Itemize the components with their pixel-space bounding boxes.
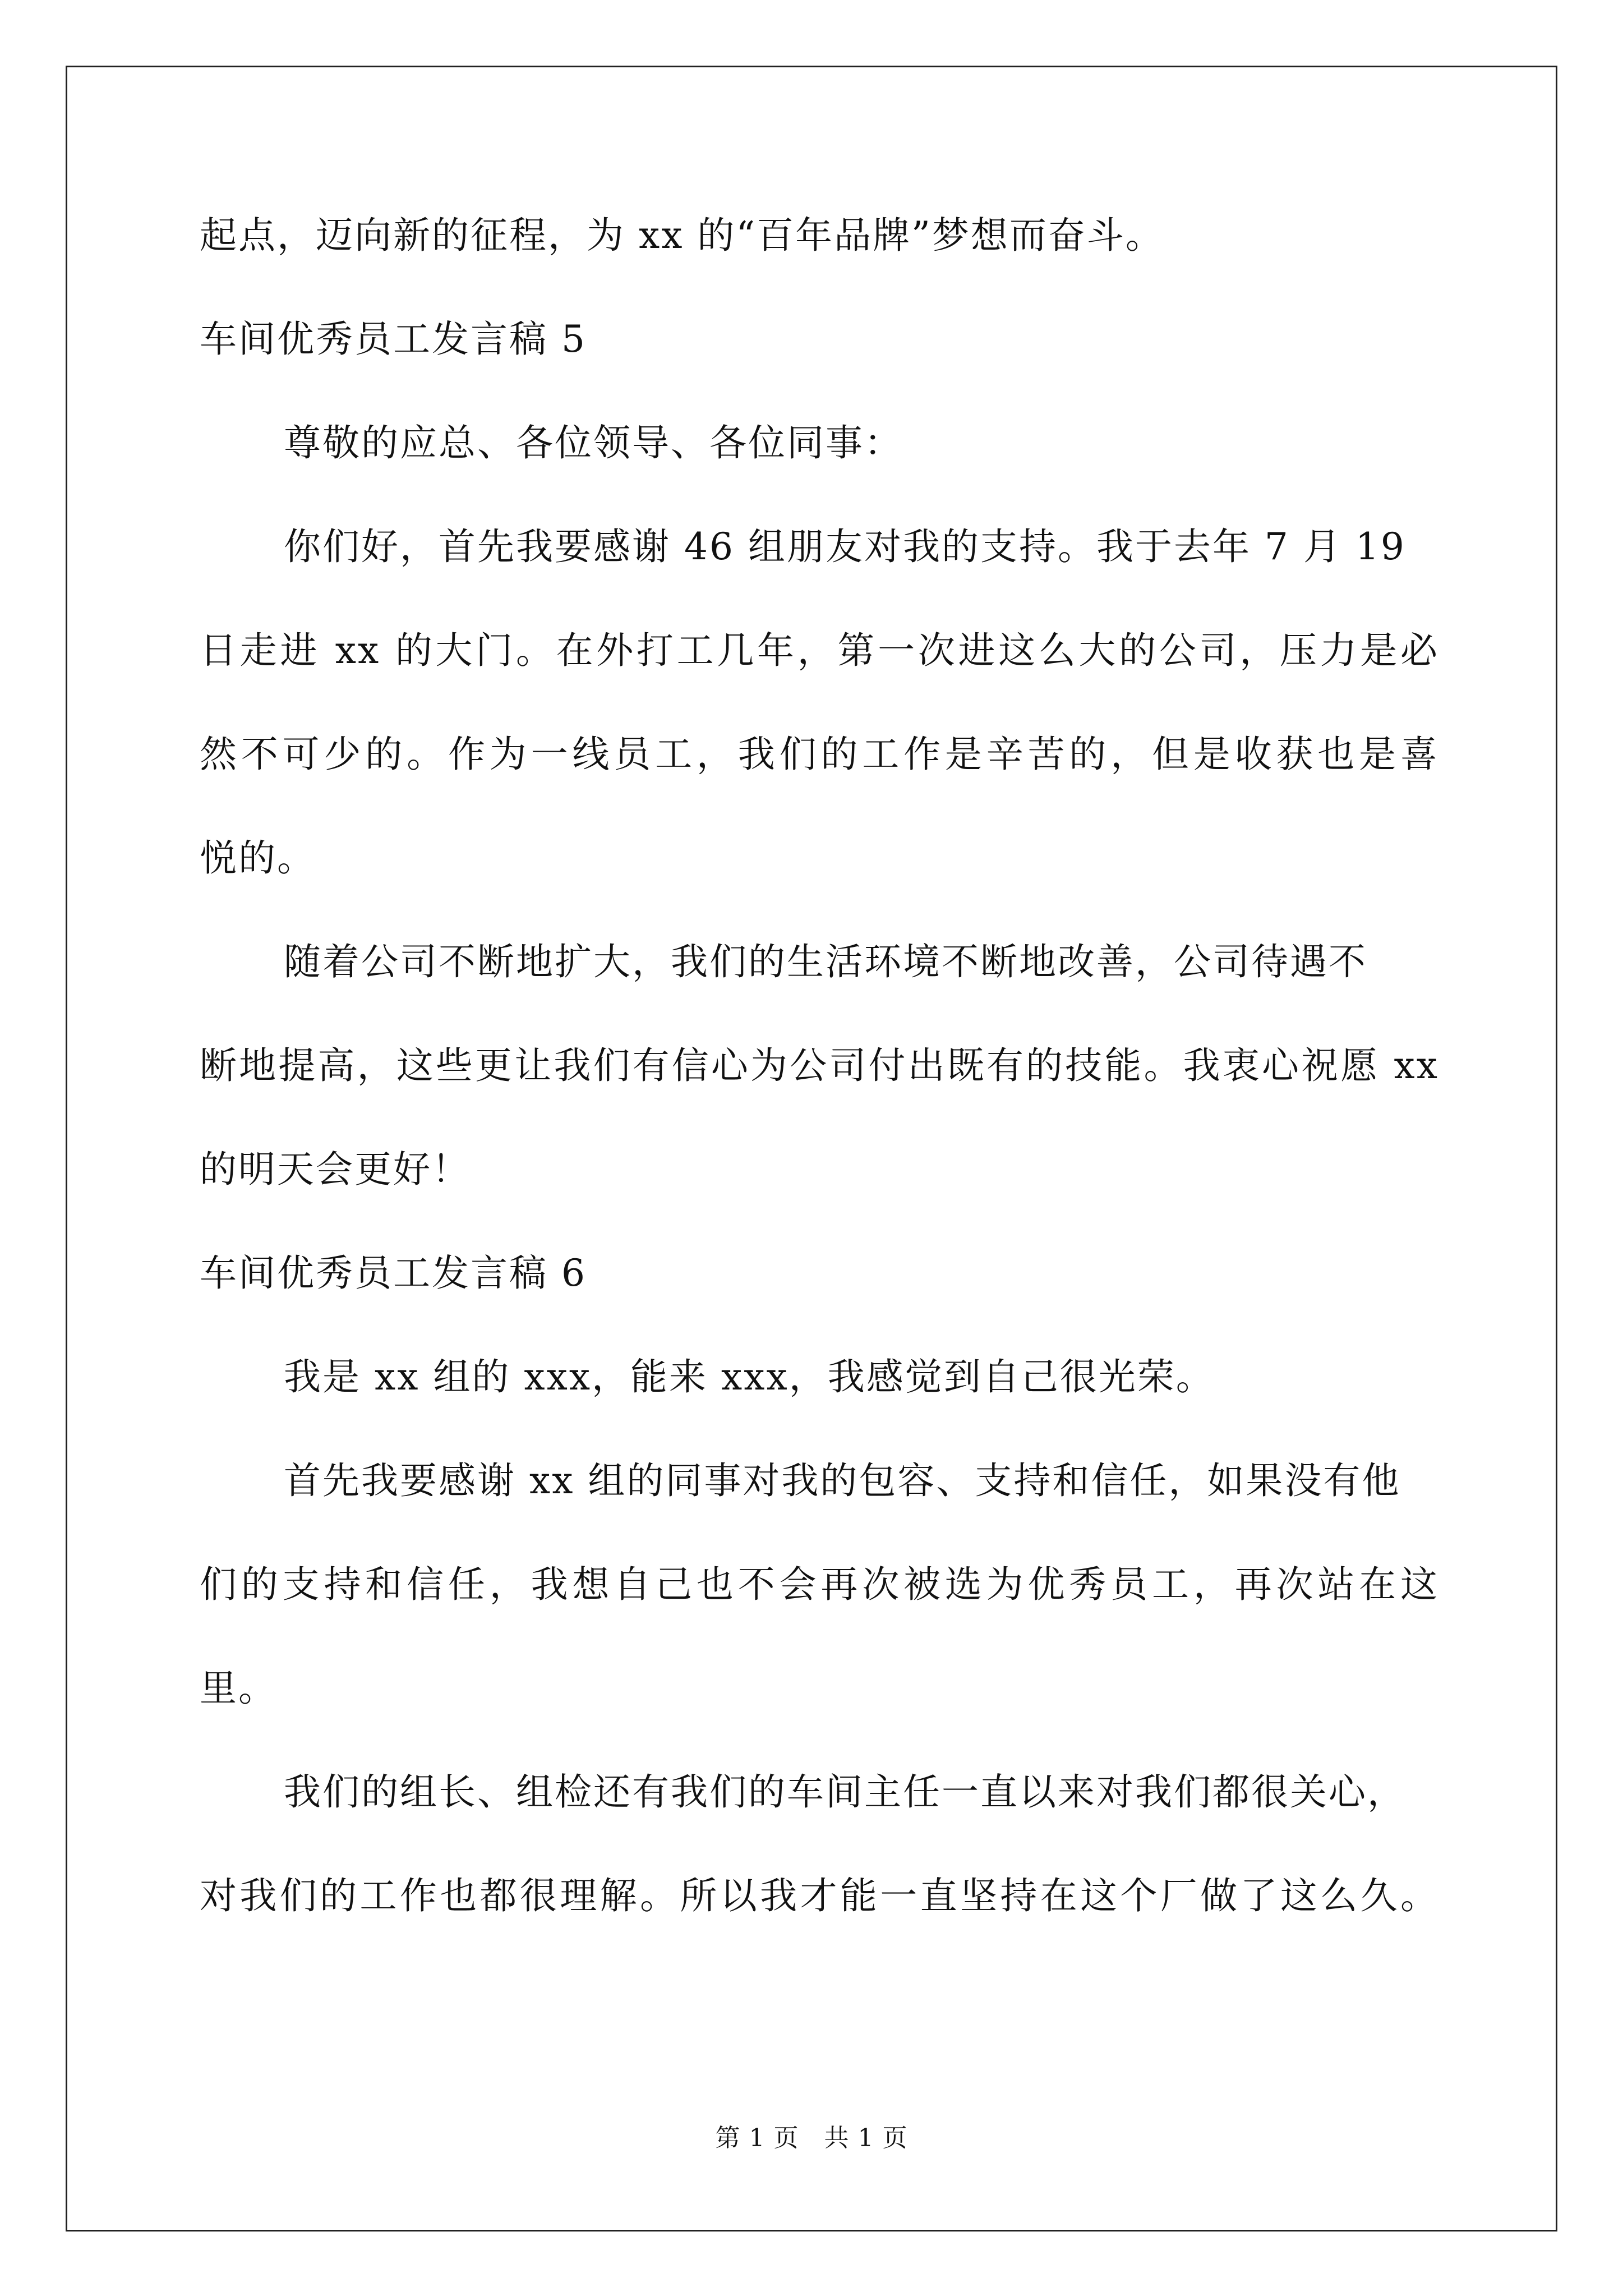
text-line: 我们的组长、组检还有我们的车间主任一直以来对我们都很关心， xyxy=(284,1770,1406,1814)
page-footer: 第 1 页 共 1 页 xyxy=(715,2124,908,2152)
text-line: 们的支持和信任，我想自己也不会再次被选为优秀员工，再次站在这 xyxy=(200,1563,1439,1606)
text-line: 日走进 xx 的大门。在外打工几年，第一次进这么大的公司，压力是必 xyxy=(200,629,1439,672)
text-line: 对我们的工作也都很理解。所以我才能一直坚持在这个厂做了这么久。 xyxy=(200,1874,1439,1917)
text-line: 随着公司不断地扩大，我们的生活环境不断地改善，公司待遇不 xyxy=(284,940,1367,983)
text-line: 我是 xx 组的 xxx，能来 xxx，我感觉到自己很光荣。 xyxy=(284,1355,1215,1398)
section-heading: 车间优秀员工发言稿 6 xyxy=(200,1251,587,1295)
text-line: 然不可少的。作为一线员工，我们的工作是辛苦的，但是收获也是喜 xyxy=(200,733,1439,776)
text-line: 里。 xyxy=(200,1667,277,1710)
text-line: 首先我要感谢 xx 组的同事对我的包容、支持和信任，如果没有他 xyxy=(284,1459,1401,1502)
section-heading: 车间优秀员工发言稿 5 xyxy=(200,318,587,361)
text-line: 起点，迈向新的征程，为 xx 的“百年品牌”梦想而奋斗。 xyxy=(200,214,1164,257)
salutation: 尊敬的应总、各位领导、各位同事： xyxy=(284,421,903,464)
text-line: 的明天会更好！ xyxy=(200,1148,471,1191)
text-line: 断地提高，这些更让我们有信心为公司付出既有的技能。我衷心祝愿 xx xyxy=(200,1044,1439,1087)
text-line: 悦的。 xyxy=(200,836,316,880)
text-line: 你们好，首先我要感谢 46 组朋友对我的支持。我于去年 7 月 19 xyxy=(284,525,1406,568)
